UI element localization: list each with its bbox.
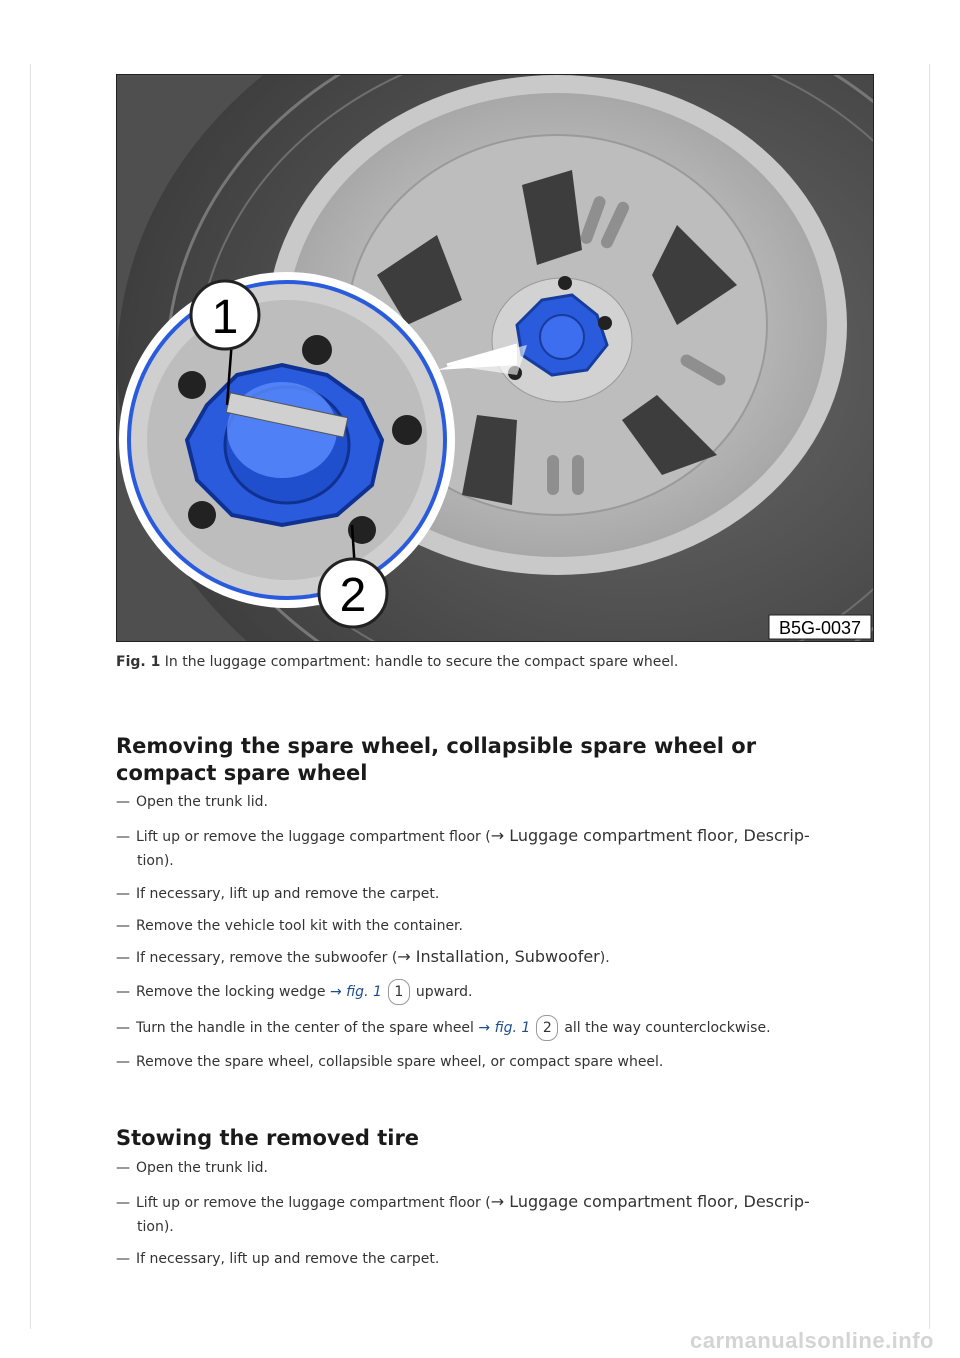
spare-wheel-figure [116, 74, 874, 642]
step-remove-spare-wheel: — Remove the spare wheel, collapsible spare wheel, or compact spare wheel. [116, 1054, 664, 1070]
step-remove-tool-kit: — Remove the vehicle tool kit with the container. [116, 918, 463, 934]
section-heading-stowing: Stowing the removed tire [116, 1126, 420, 1150]
figure-caption [116, 654, 678, 670]
watermark: carmanualsonline.info [690, 1328, 934, 1353]
callout-1: 1 [388, 979, 410, 1005]
callout-2: 2 [536, 1015, 558, 1041]
step-open-trunk: — Open the trunk lid. [116, 794, 268, 810]
section-heading-removing: Removing the spare wheel, collapsible spare wheel or compact spare wheel [116, 734, 757, 785]
step-lift-floor-2: — Lift up or remove the luggage compartment floor (→ Luggage compartment floor, Descrip- tion). [116, 1192, 810, 1235]
step-remove-carpet: — If necessary, lift up and remove the carpet. [116, 886, 440, 902]
figure-callout-1: 1 [211, 291, 239, 344]
figure-callout-2: 2 [339, 569, 367, 622]
link-luggage-floor[interactable]: → Luggage compartment floor, Descrip- [490, 826, 810, 845]
step-remove-wedge: — Remove the locking wedge → fig. 1 1 upward. [116, 979, 473, 1005]
figure-code: B5G-0037 [778, 618, 862, 638]
step-remove-subwoofer: — If necessary, remove the subwoofer (→ Installation, Subwoofer). [116, 947, 610, 966]
step-turn-handle: — Turn the handle in the center of the spare wheel → fig. 1 2 all the way counterclockwise. [116, 1015, 771, 1041]
step-remove-carpet-2: — If necessary, lift up and remove the carpet. [116, 1251, 440, 1267]
figure-caption-text: In the luggage compartment: handle to secure the compact spare wheel. [160, 654, 679, 670]
link-luggage-floor-2[interactable]: → Luggage compartment floor, Descrip- [490, 1192, 810, 1211]
step-lift-floor: — Lift up or remove the luggage compartment floor (→ Luggage compartment floor, Descrip- tion). [116, 826, 810, 869]
link-subwoofer[interactable]: → Installation, Subwoofer [397, 947, 600, 966]
step-open-trunk-2: — Open the trunk lid. [116, 1160, 268, 1176]
figure-caption-label: Fig. 1 [116, 654, 161, 670]
link-fig-1[interactable]: → fig. 1 [478, 1020, 531, 1036]
link-fig-1[interactable]: → fig. 1 [329, 984, 382, 1000]
left-margin-line [30, 64, 31, 1329]
right-margin-line [929, 64, 930, 1329]
